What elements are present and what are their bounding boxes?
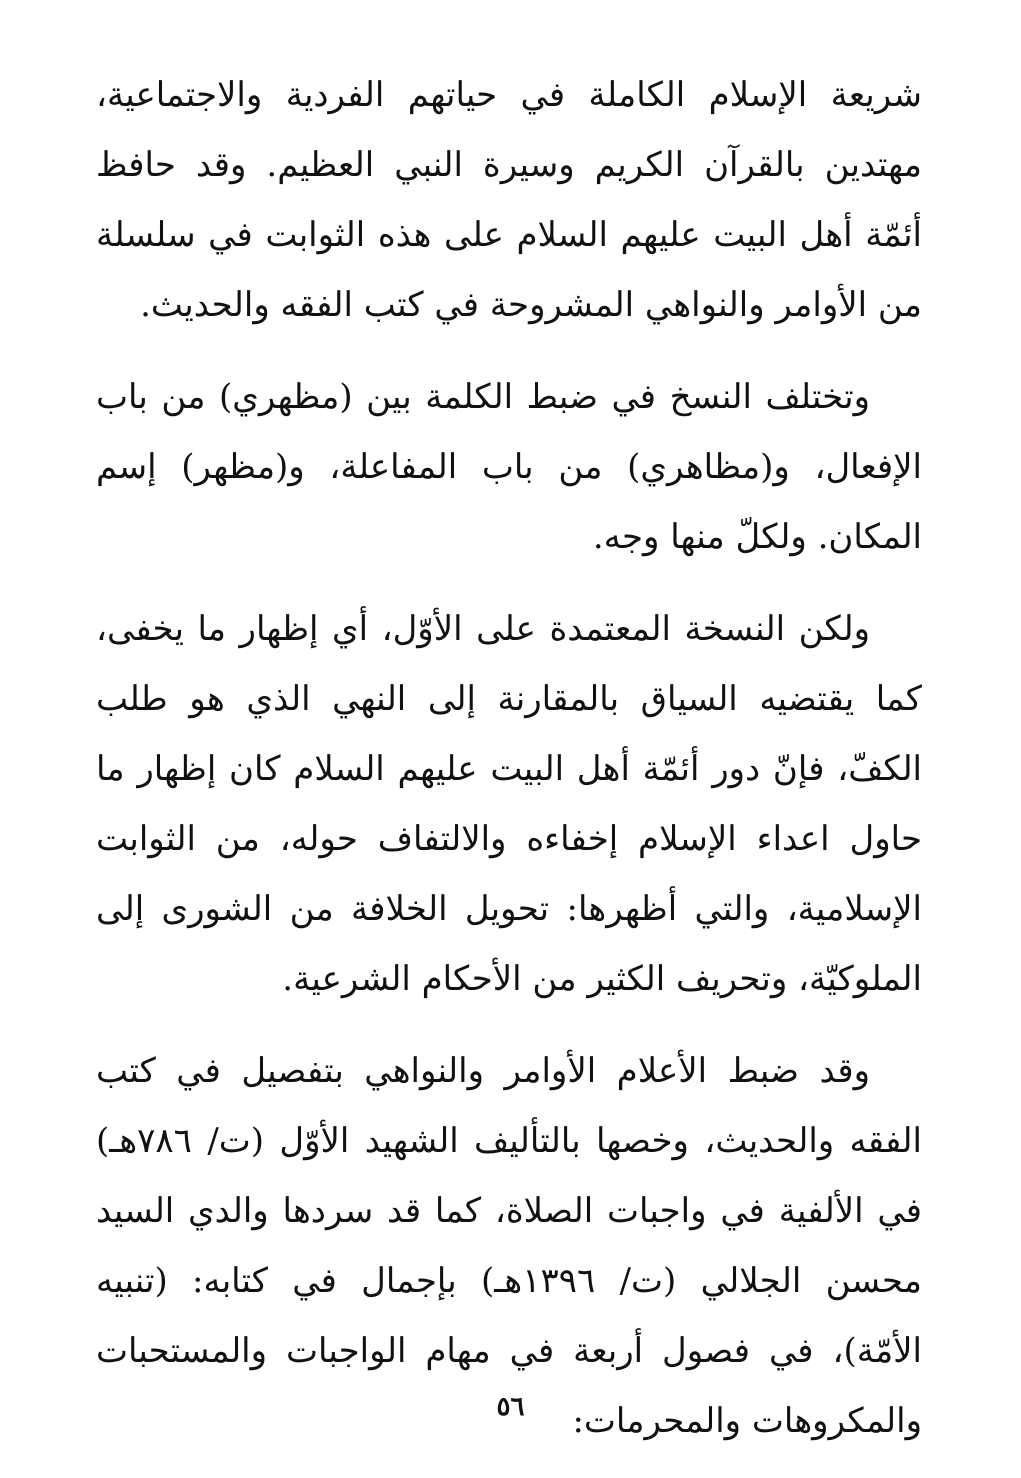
paragraph-1: شريعة الإسلام الكاملة في حياتهم الفردية والاجتماعية، مهتدين بالقرآن الكريم وسيرة النبي العظيم. وقد حافظ أئمّة أهل البيت عليهم السلام على هذه الثوابت في سلسلة من الأوامر والنواهي المشروحة في كتب الفقه والحديث. xyxy=(96,75,922,325)
paragraph-3: ولكن النسخة المعتمدة على الأوّل، أي إظهار ما يخفى، كما يقتضيه السياق بالمقارنة إلى النهي الذي هو طلب الكفّ، فإنّ دور أئمّة أهل البيت عليهم السلام كان إظهار ما حاول اعداء الإسلام إخفاءه والالتفاف حوله، من الثوابت الإسلامية، والتي أظهرها: تحويل الخلافة من الشورى إلى الملوكيّة، وتحريف الكثير من الأحكام الشرعية. xyxy=(96,609,922,999)
page-number: ٥٦ xyxy=(496,1392,525,1422)
paragraph-2: وتختلف النسخ في ضبط الكلمة بين (مظهري) من باب الإفعال، و(مظاهري) من باب المفاعلة، و(مظهر) إسم المكان. ولكلّ منها وجه. xyxy=(96,377,922,557)
page-body xyxy=(96,60,922,1478)
paragraph-4: وقد ضبط الأعلام الأوامر والنواهي بتفصيل في كتب الفقه والحديث، وخصها بالتأليف الشهيد الأوّل (ت/ ٧٨٦هـ) في الألفية في واجبات الصلاة، كما قد سردها والدي السيد محسن الجلالي (ت/ ١٣٩٦هـ) بإجمال في كتابه: (تنبيه الأمّة)، في فصول أربعة في مهام الواجبات والمستحبات والمكروهات والمحرمات: xyxy=(96,1051,922,1441)
